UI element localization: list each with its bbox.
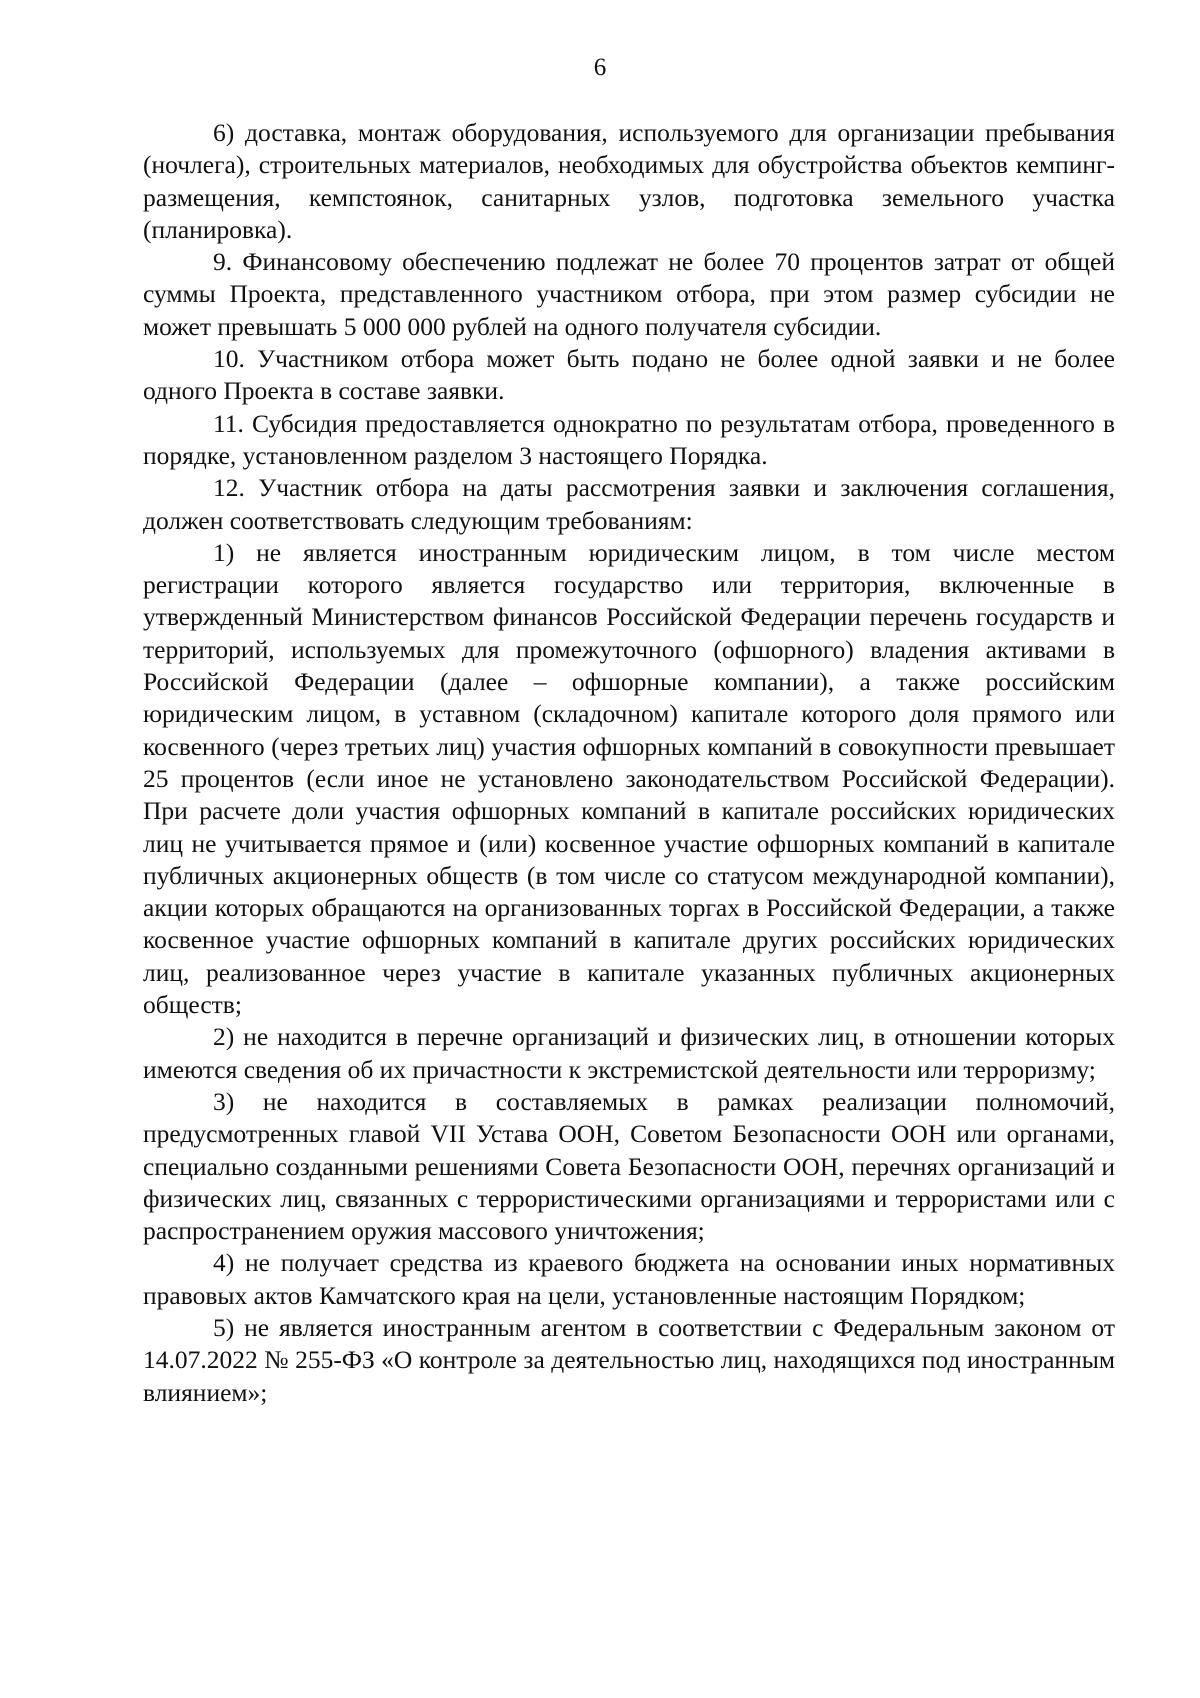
paragraph-clause-12: 12. Участник отбора на даты рассмотрения заявки и заключения соглашения, должен соответствовать следующим требованиям: [143, 473, 1115, 535]
paragraph-clause-10: 10. Участником отбора может быть подано не более одной заявки и не более одного Проекта в составе заявки. [143, 344, 1115, 406]
page-number: 6 [593, 54, 607, 81]
paragraph-requirement-2: 2) не находится в перечне организаций и физических лиц, в отношении которых имеются сведения об их причастности к экстремистской деятельности или терроризму; [143, 1022, 1115, 1084]
paragraph-requirement-3: 3) не находится в составляемых в рамках реализации полномочий, предусмотренных главой VII Устава ООН, Советом Безопасности ООН или органами, специально созданными решениями Совета Безопасности ООН, перечнях организаций и физических лиц, связанных с террористическими организациями и террористами или с распространением оружия массового уничтожения; [143, 1086, 1115, 1246]
paragraph-requirement-1: 1) не является иностранным юридическим лицом, в том числе местом регистрации которого является государство или территория, включенные в утвержденный Министерством финансов Российской Федерации перечень государств и территорий, используемых для промежуточного (офшорного) владения активами в Российской Федерации (далее – офшорные компании), а также российским юридическим лицом, в уставном (складочном) капитале которого доля прямого или косвенного (через третьих лиц) участия офшорных компаний в совокупности превышает 25 процентов (если иное не установлено законодательством Российской Федерации). При расчете доли участия офшорных компаний в капитале российских юридических лиц не учитывается прямое и (или) косвенное участие офшорных компаний в капитале публичных акционерных обществ (в том числе со статусом международной компании), акции которых обращаются на организованных торгах в Российской Федерации, а также косвенное участие офшорных компаний в капитале других российских юридических лиц, реализованное через участие в капитале указанных публичных акционерных обществ; [143, 537, 1115, 1020]
paragraph-requirement-5: 5) не является иностранным агентом в соответствии с Федеральным законом от 14.07.2022 № 255-ФЗ «О контроле за деятельностью лиц, находящихся под иностранным влиянием»; [143, 1312, 1115, 1407]
paragraph-clause-11: 11. Субсидия предоставляется однократно по результатам отбора, проведенного в порядке, установленном разделом 3 настоящего Порядка. [143, 408, 1115, 470]
paragraph-item-6: 6) доставка, монтаж оборудования, используемого для организации пребывания (ночлега), строительных материалов, необходимых для обустройства объектов кемпинг-размещения, кемпстоянок, санитарных узлов, подготовка земельного участка (планировка). [143, 118, 1115, 244]
document-body [143, 117, 1115, 1409]
paragraph-requirement-4: 4) не получает средства из краевого бюджета на основании иных нормативных правовых актов Камчатского края на цели, установленные настоящим Порядком; [143, 1248, 1115, 1310]
paragraph-clause-9: 9. Финансовому обеспечению подлежат не более 70 процентов затрат от общей суммы Проекта, представленного участником отбора, при этом размер субсидии не может превышать 5 000 000 рублей на одного получателя субсидии. [143, 247, 1115, 341]
